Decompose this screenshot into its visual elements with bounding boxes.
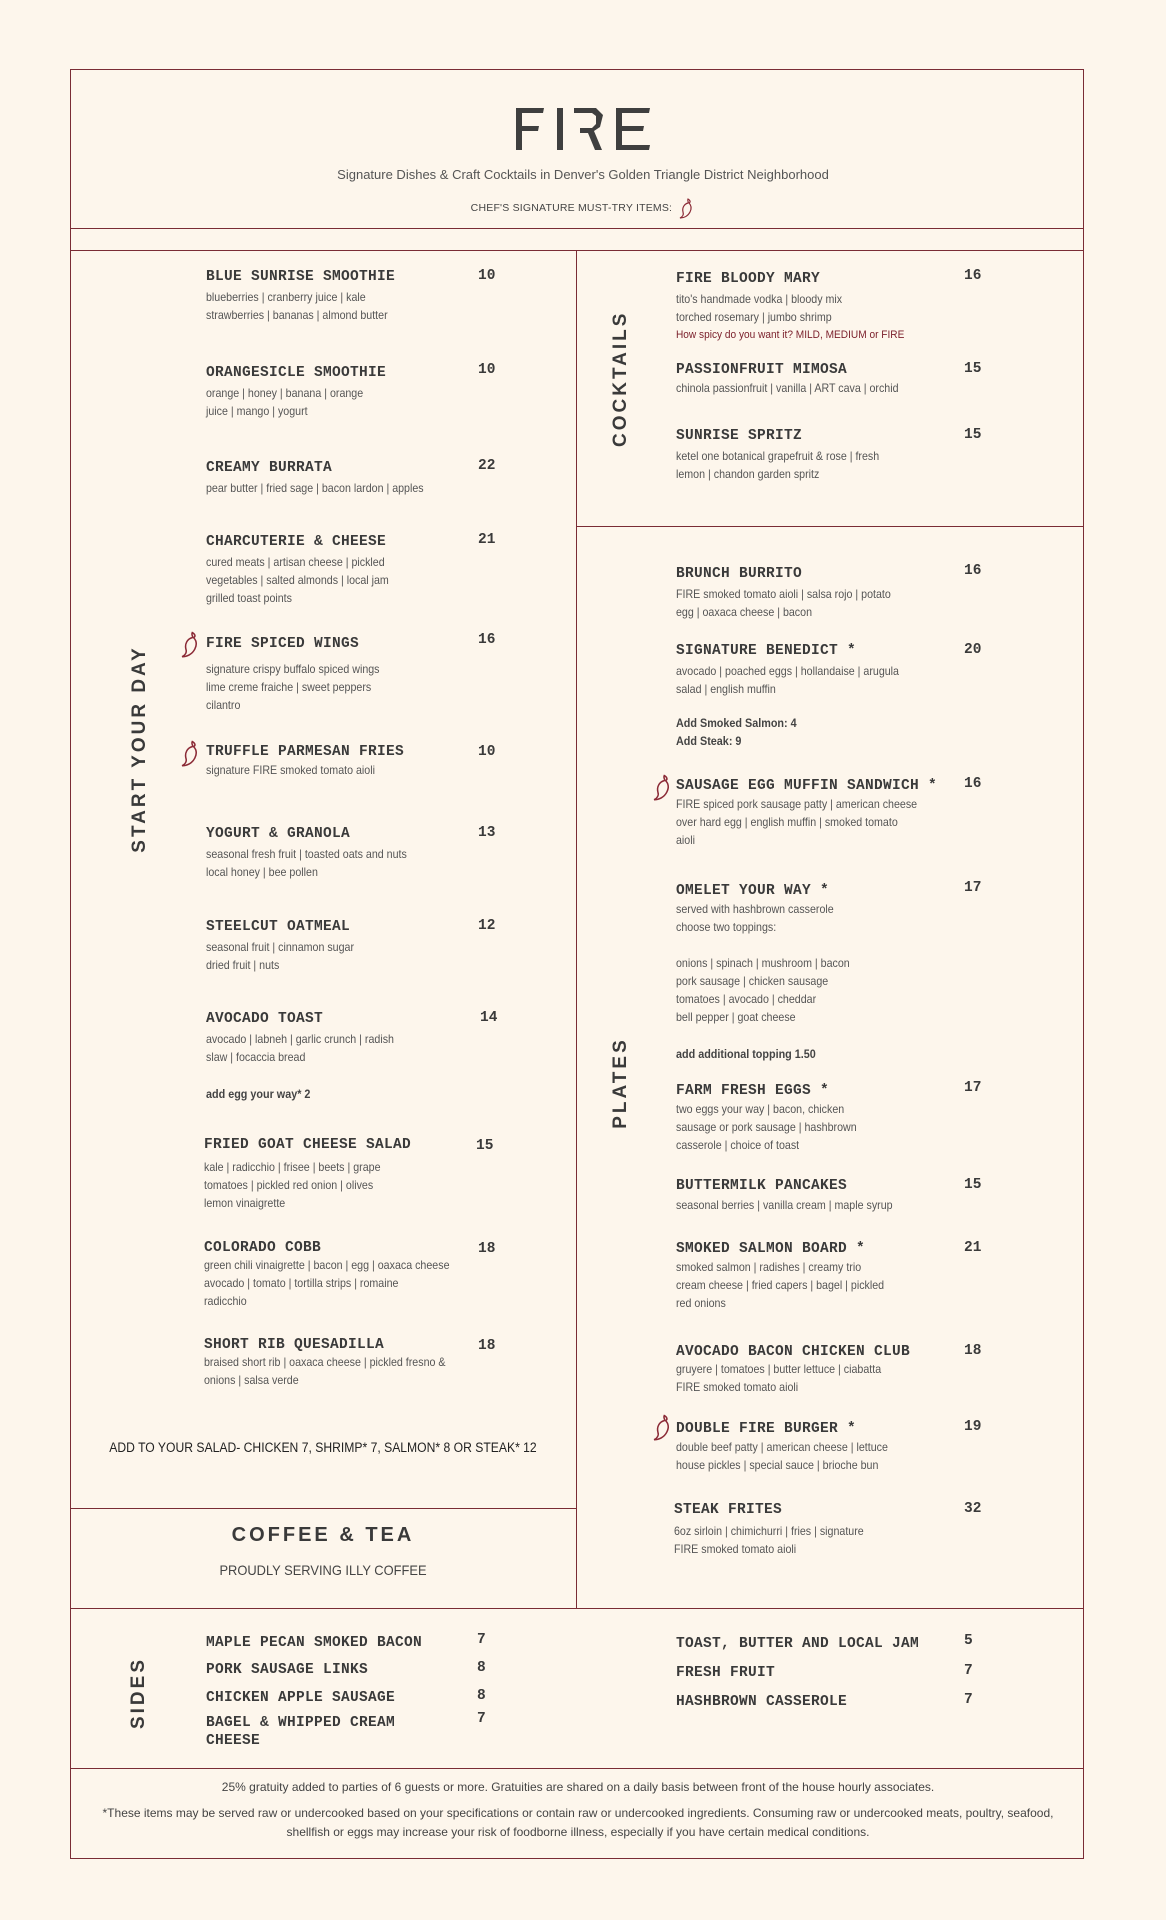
menu-item: OMELET YOUR WAY * served with hashbrown casserole choose two toppings: onions | spinach | mushroom | bacon pork sausage | chicken sausage tomatoes | avocado | cheddar bell pepper | goat cheese: [676, 883, 850, 1024]
item-price: 16: [964, 776, 982, 792]
item-price: 19: [964, 1419, 982, 1435]
item-price: 12: [478, 918, 496, 934]
menu-item: SUNRISE SPRITZ ketel one botanical grapefruit & rose | fresh lemon | chandon garden spritz: [676, 428, 880, 481]
spice-note: How spicy do you want it? MILD, MEDIUM or FIRE: [676, 329, 905, 341]
chili-pepper-icon: [180, 630, 202, 658]
item-price: 8: [477, 1660, 486, 1676]
chili-pepper-icon: [679, 197, 695, 219]
item-price: 8: [477, 1688, 486, 1704]
add-egg-note: add egg your way* 2: [206, 1087, 311, 1101]
item-price: 7: [964, 1692, 973, 1708]
section-title-plates: PLATES: [610, 1037, 631, 1129]
menu-item: FIRE BLOODY MARY tito's handmade vodka | bloody mix torched rosemary | jumbo shrimp How spicy do you want it? MILD, MEDIUM or FIRE: [676, 271, 905, 341]
item-price: 10: [478, 362, 496, 378]
side-item: BAGEL & WHIPPED CREAM CHEESE: [206, 1715, 396, 1749]
chili-pepper-icon: [180, 739, 202, 767]
side-item: HASHBROWN CASSEROLE: [676, 1694, 848, 1710]
menu-item: CHARCUTERIE & CHEESE cured meats | artisan cheese | pickled vegetables | salted almonds | local jam grilled toast points: [206, 534, 389, 605]
divider: [70, 228, 1084, 229]
side-item: TOAST, BUTTER AND LOCAL JAM: [676, 1636, 920, 1652]
coffee-subtitle: PROUDLY SERVING ILLY COFFEE: [219, 1562, 427, 1578]
side-item: MAPLE PECAN SMOKED BACON: [206, 1635, 423, 1651]
section-title-start: START YOUR DAY: [129, 645, 150, 853]
menu-item: FRIED GOAT CHEESE SALAD kale | radicchio | frisee | beets | grape tomatoes | pickled red onion | olives lemon vinaigrette: [204, 1137, 412, 1210]
menu-item: AVOCADO TOAST avocado | labneh | garlic crunch | radish slaw | focaccia bread: [206, 1011, 394, 1064]
menu-item: BUTTERMILK PANCAKES seasonal berries | vanilla cream | maple syrup: [676, 1178, 893, 1212]
side-item: PORK SAUSAGE LINKS: [206, 1662, 369, 1678]
menu-item: SMOKED SALMON BOARD * smoked salmon | radishes | creamy trio cream cheese | fried capers | bagel | pickled red onions: [676, 1241, 885, 1310]
section-title-cocktails: COCKTAILS: [610, 310, 631, 447]
menu-item: BRUNCH BURRITO FIRE smoked tomato aioli | salsa rojo | potato egg | oaxaca cheese | bacon: [676, 566, 891, 619]
menu-item: BLUE SUNRISE SMOOTHIE blueberries | cranberry juice | kale strawberries | bananas | almond butter: [206, 269, 396, 322]
signature-label: CHEF'S SIGNATURE MUST-TRY ITEMS:: [470, 201, 673, 214]
item-price: 13: [478, 825, 496, 841]
gratuity-note: 25% gratuity added to parties of 6 guests or more. Gratuities are shared on a daily basis between front of the house hourly associates.: [221, 1780, 935, 1794]
raw-food-warning: *These items may be served raw or undercooked based on your specifications or contain raw or undercooked ingredients. Consuming raw or undercooked meats, poultry, seafood, shellfish or eggs may increase your risk of foodborne illness, especially if you have certain medical conditions.: [102, 1806, 1054, 1839]
chili-pepper-icon: [652, 1413, 674, 1441]
item-price: 15: [476, 1138, 494, 1154]
menu-item: TRUFFLE PARMESAN FRIES signature FIRE smoked tomato aioli: [206, 744, 405, 777]
item-price: 21: [964, 1240, 982, 1256]
menu-item: FIRE SPICED WINGS signature crispy buffalo spiced wings lime creme fraiche | sweet peppers cilantro: [206, 636, 380, 712]
item-price: 20: [964, 642, 982, 658]
item-price: 15: [964, 1177, 982, 1193]
side-item: CHICKEN APPLE SAUSAGE: [206, 1690, 396, 1706]
item-price: 21: [478, 532, 496, 548]
divider: [576, 526, 1084, 527]
coffee-title: COFFEE & TEA: [231, 1524, 415, 1546]
item-price: 5: [964, 1633, 973, 1649]
item-price: 10: [478, 268, 496, 284]
item-price: 18: [478, 1241, 496, 1257]
menu-item: CREAMY BURRATA pear butter | fried sage | bacon lardon | apples: [206, 460, 424, 495]
divider: [70, 1608, 1084, 1609]
side-item: FRESH FRUIT: [676, 1665, 776, 1681]
item-price: 7: [477, 1632, 486, 1648]
item-price: 14: [480, 1010, 498, 1026]
tagline: Signature Dishes & Craft Cocktails in Denver's Golden Triangle District Neighborhood: [337, 167, 829, 182]
item-price: 22: [478, 458, 496, 474]
chili-pepper-icon: [652, 773, 674, 801]
menu-item: YOGURT & GRANOLA seasonal fresh fruit | toasted oats and nuts local honey | bee pollen: [206, 826, 407, 879]
menu-item: COLORADO COBB green chili vinaigrette | bacon | egg | oaxaca cheese avocado | tomato | tortilla strips | romaine radicchio: [204, 1240, 450, 1308]
item-price: 17: [964, 880, 982, 896]
item-price: 18: [964, 1343, 982, 1359]
item-price: 10: [478, 744, 496, 760]
item-price: 15: [964, 361, 982, 377]
add-steak-note: Add Steak: 9: [676, 734, 742, 748]
item-price: 15: [964, 427, 982, 443]
section-title-sides: SIDES: [128, 1656, 149, 1730]
divider: [70, 250, 1084, 251]
menu-item: AVOCADO BACON CHICKEN CLUB gruyere | tomatoes | butter lettuce | ciabatta FIRE smoked tomato aioli: [676, 1344, 911, 1394]
add-topping-note: add additional topping 1.50: [676, 1047, 816, 1061]
divider: [70, 1508, 576, 1509]
signature-legend: [0, 197, 1166, 219]
item-price: 16: [478, 632, 496, 648]
divider: [70, 1768, 1084, 1769]
menu-item: SAUSAGE EGG MUFFIN SANDWICH * FIRE spiced pork sausage patty | american cheese over hard egg | english muffin | smoked tomato aioli: [676, 778, 938, 847]
menu-item: SIGNATURE BENEDICT * avocado | poached eggs | hollandaise | arugula salad | english muffin: [676, 643, 899, 696]
item-price: 16: [964, 268, 982, 284]
menu-item: PASSIONFRUIT MIMOSA chinola passionfruit | vanilla | ART cava | orchid: [676, 362, 899, 395]
item-price: 7: [477, 1711, 486, 1727]
menu-item: FARM FRESH EGGS * two eggs your way | bacon, chicken sausage or pork sausage | hashbrown casserole | choice of toast: [676, 1083, 857, 1152]
menu-item: DOUBLE FIRE BURGER * double beef patty | american cheese | lettuce house pickles | special sauce | brioche bun: [676, 1421, 888, 1472]
item-price: 17: [964, 1080, 982, 1096]
divider: [576, 250, 577, 1608]
item-price: 7: [964, 1663, 973, 1679]
add-salmon-note: Add Smoked Salmon: 4: [676, 716, 797, 730]
menu-item: SHORT RIB QUESADILLA braised short rib | oaxaca cheese | pickled fresno & onions | salsa verde: [204, 1337, 446, 1387]
item-price: 18: [478, 1338, 496, 1354]
item-price: 32: [964, 1501, 982, 1517]
menu-item: ORANGESICLE SMOOTHIE orange | honey | banana | orange juice | mango | yogurt: [206, 365, 387, 418]
add-to-salad-note: ADD TO YOUR SALAD- CHICKEN 7, SHRIMP* 7, SALMON* 8 OR STEAK* 12: [109, 1440, 537, 1455]
menu-item: STEAK FRITES 6oz sirloin | chimichurri | fries | signature FIRE smoked tomato aioli: [674, 1502, 864, 1556]
fire-logo: [0, 104, 1166, 157]
item-price: 16: [964, 563, 982, 579]
menu-item: STEELCUT OATMEAL seasonal fruit | cinnamon sugar dried fruit | nuts: [206, 919, 355, 972]
